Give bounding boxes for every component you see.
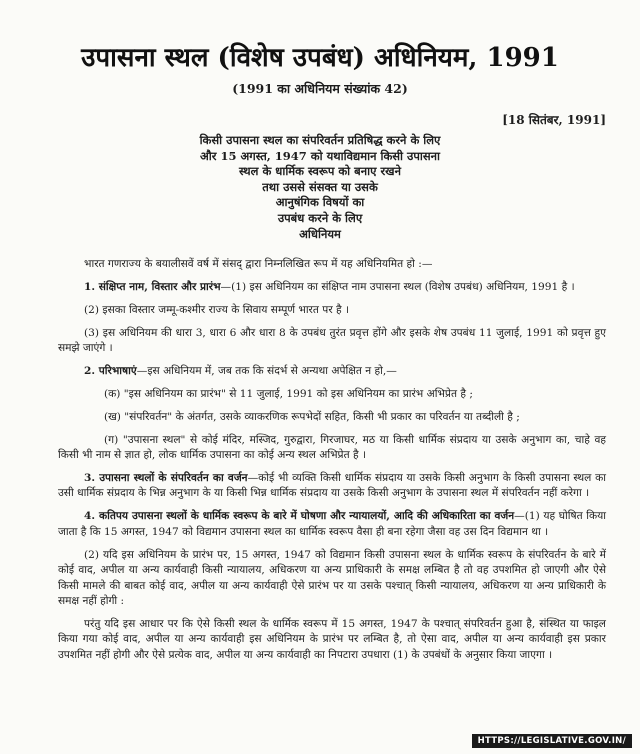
section-2-intro: —इस अधिनियम में, जब तक कि संदर्भ से अन्यथा अपेक्षित न हो,— xyxy=(136,365,397,378)
section-4-text: —(1) यह घोषित किया जाता है कि 15 अगस्त, 1947 को विद्यमान उपासना स्थल का धार्मिक स्वरूप वैसा ही बना रहेगा जैसा वह उस दिन विद्यमान था । xyxy=(58,510,607,538)
section-2 xyxy=(58,364,606,379)
section-3-text: —कोई भी व्यक्ति किसी धार्मिक संप्रदाय या उसके किसी अनुभाग के किसी उपासना स्थल का उसी धार्मिक संप्रदाय के भिन्न अनुभाग के या किसी भिन्न धार्मिक संप्रदाय या उसके किसी अनुभाग के उपासना स्थल में संपरिवर्तन नहीं करेगा । xyxy=(58,472,606,500)
section-2-clause-b: (ख) "संपरिवर्तन" के अंतर्गत, उसके व्याकरणिक रूपभेदों सहित, किसी भी प्रकार का परिवर्तन या तब्दीली है ; xyxy=(104,410,520,423)
act-body xyxy=(58,257,606,671)
long-title-line: और 15 अगस्त, 1947 को यथाविद्यमान किसी उपासना xyxy=(200,148,440,163)
long-title xyxy=(0,133,640,242)
act-title: उपासना स्थल (विशेष उपबंध) अधिनियम, 1991 xyxy=(81,43,559,73)
section-1-subsection-3: (3) इस अधिनियम की धारा 3, धारा 6 और धारा 8 के उपबंध तुरंत प्रवृत्त होंगे और इसके शेष उपबंध 11 जुलाई, 1991 को प्रवृत्त हुए समझे जाएंगे । xyxy=(58,326,606,355)
long-title-line: स्थल के धार्मिक स्वरूप को बनाए रखने xyxy=(239,164,401,179)
long-title-line: आनुषंगिक विषयों का xyxy=(275,195,365,210)
section-4-proviso: परंतु यदि इस आधार पर कि ऐसे किसी स्थल के धार्मिक स्वरूप में 15 अगस्त, 1947 के पश्चात् संपरिवर्तन हुआ है, संस्थित या फाइल किया गया कोई वाद, अपील या अन्य कार्यवाही इस अधिनियम के प्रारंभ पर लम्बित है, तो ऐसा वाद, अपील या अन्य कार्यवाही इस प्रकार उपशमित नहीं होगी और ऐसे प्रत्येक वाद, अपील या अन्य कार्यवाही का निपटारा उपधारा (1) के उपबंधों के अनुसार किया जाएगा । xyxy=(58,617,606,661)
section-2-heading: 2. परिभाषाएं xyxy=(84,365,137,378)
enacting-formula: भारत गणराज्य के बयालीसवें वर्ष में संसद् द्वारा निम्नलिखित रूप में यह अधिनियमित हो :— xyxy=(84,258,433,270)
enactment-date: [18 सितंबर, 1991] xyxy=(502,113,606,127)
act-number: (1991 का अधिनियम संख्यांक 42) xyxy=(232,81,408,96)
section-2-clause-c: (ग) "उपासना स्थल" से कोई मंदिर, मस्जिद, गुरुद्वारा, गिरजाघर, मठ या किसी धार्मिक संप्रदाय या उसके अनुभाग का, चाहे वह किसी भी नाम से ज्ञात हो, लोक धार्मिक उपासना का कोई अन्य स्थल अभिप्रेत है । xyxy=(58,433,606,462)
section-2-clause-a: (क) "इस अधिनियम का प्रारंभ" से 11 जुलाई, 1991 को इस अधिनियम का प्रारंभ अभिप्रेत है ; xyxy=(104,387,473,400)
long-title-line: उपबंध करने के लिए xyxy=(277,210,363,225)
section-4-subsection-2: (2) यदि इस अधिनियम के प्रारंभ पर, 15 अगस्त, 1947 को विद्यमान किसी उपासना स्थल के धार्मिक स्वरूप के संपरिवर्तन के बारे में कोई वाद, अपील या अन्य कार्यवाही किसी न्यायालय, अधिकरण या अन्य प्राधिकारी के समक्ष लम्बित है तो वह उपशमित हो जाएगी और ऐसे किसी मामले की बाबत कोई वाद, अपील या अन्य कार्यवाही ऐसे प्रारंभ पर या उसके पश्चात् किसी न्यायालय, अधिकरण या अन्य प्राधिकारी के समक्ष नहीं होगी : xyxy=(58,548,606,607)
long-title-line: तथा उससे संसक्त या उसके xyxy=(262,179,378,194)
long-title-line: अधिनियम xyxy=(299,226,341,241)
section-4-subsection-1 xyxy=(58,509,606,540)
long-title-line: किसी उपासना स्थल का संपरिवर्तन प्रतिषिद्ध करने के लिए xyxy=(199,133,441,147)
section-1-subsection-2: (2) इसका विस्तार जम्मू-कश्मीर राज्य के सिवाय सम्पूर्ण भारत पर है । xyxy=(84,303,350,316)
section-4-heading: 4. कतिपय उपासना स्थलों के धार्मिक स्वरूप के बारे में घोषणा और न्यायालयों, आदि की अधिकारिता का वर्जन xyxy=(84,510,515,523)
section-3 xyxy=(58,471,606,502)
section-1-text: —(1) इस अधिनियम का संक्षिप्त नाम उपासना स्थल (विशेष उपबंध) अधिनियम, 1991 है । xyxy=(220,280,575,293)
section-1-heading: 1. संक्षिप्त नाम, विस्तार और प्रारंभ xyxy=(84,280,221,293)
section-1-subsection-1 xyxy=(58,280,606,295)
section-3-heading: 3. उपासना स्थलों के संपरिवर्तन का वर्जन xyxy=(84,472,248,485)
source-watermark: HTTPS://LEGISLATIVE.GOV.IN/ xyxy=(472,734,632,748)
